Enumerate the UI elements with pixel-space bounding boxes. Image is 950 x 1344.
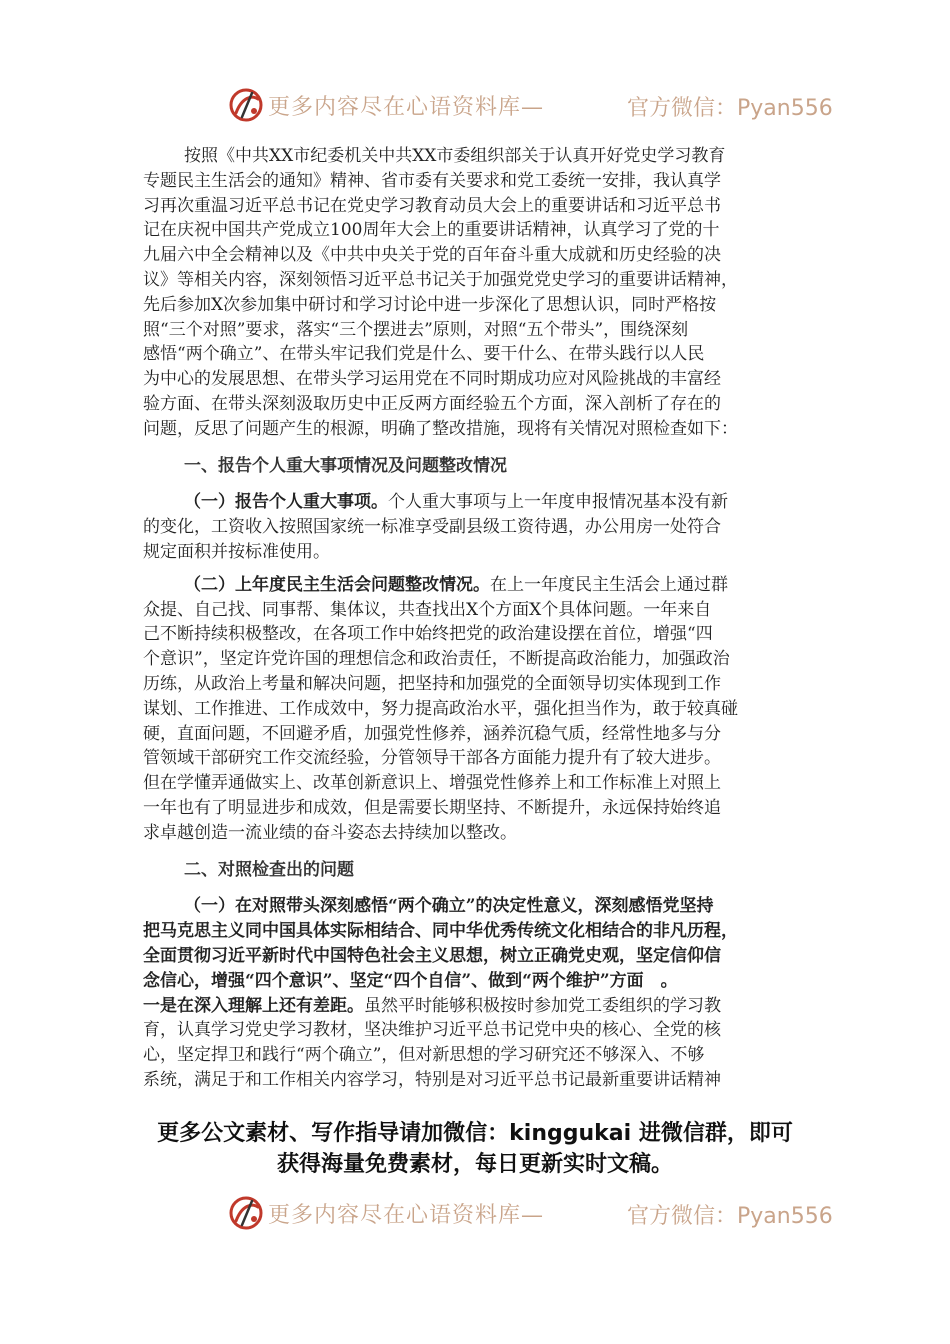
- banner-brand-text: 更多内容尽在心语资料库—: [268, 95, 545, 120]
- paragraph-1: [143, 490, 807, 564]
- text-line: 求卓越创造一流业绩的奋斗姿态去持续加以整改。: [143, 822, 517, 843]
- promo-line-2: 获得海量免费素材，每日更新实时文稿。: [276, 1152, 673, 1177]
- text-line: 九届六中全会精神以及《中共中央关于党的百年奋斗重大成就和历史经验的决: [143, 245, 721, 266]
- text-line: 习再次重温习近平总书记在党史学习教育动员大会上的重要讲话和习近平总书: [143, 195, 721, 216]
- text-line: 历练，从政治上考量和解决问题，把坚持和加强党的全面领导切实体现到工作: [143, 673, 721, 694]
- document-body: [143, 144, 807, 1093]
- paragraph-3: [143, 894, 807, 1092]
- paragraph-2-title: （二）上年度民主生活会问题整改情况。: [184, 574, 490, 595]
- text-line-bold: （一）在对照带头深刻感悟“两个确立”的决定性意义，深刻感悟党坚持: [184, 896, 714, 917]
- banner-wechat-text: 官方微信：Pyan556: [627, 96, 833, 121]
- text-line: 验方面、在带头深刻汲取历史中正反两方面经验五个方面，深入剖析了存在的: [143, 393, 721, 414]
- paragraph-2: [143, 573, 807, 846]
- promo-notice: [0, 1118, 950, 1180]
- logo-icon: [228, 1195, 264, 1231]
- text-line: 虽然平时能够积极按时参加党工委组织的学习教: [364, 995, 721, 1016]
- text-line: 的变化，工资收入按照国家统一标准享受副县级工资待遇，办公用房一处符合: [143, 517, 721, 538]
- text-line: 一年也有了明显进步和成效，但是需要长期坚持、不断提升，永远保持始终追: [143, 797, 721, 818]
- text-line: 在上一年度民主生活会上通过群: [490, 574, 728, 595]
- banner-wechat-text: 官方微信：Pyan556: [627, 1204, 833, 1229]
- banner-brand-text: 更多内容尽在心语资料库—: [268, 1203, 545, 1228]
- header-banner: [0, 84, 950, 128]
- text-line-bold: 把马克思主义同中国具体实际相结合、同中华优秀传统文化相结合的非凡历程，: [143, 921, 738, 942]
- intro-paragraph: [143, 144, 807, 442]
- promo-line-1: 更多公文素材、写作指导请加微信：kinggukai 进微信群，即可: [157, 1121, 793, 1146]
- text-line: 个人重大事项与上一年度申报情况基本没有新: [388, 492, 728, 513]
- section-heading-1: 一、报告个人重大事项情况及问题整改情况: [184, 455, 507, 476]
- footer-banner: [0, 1192, 950, 1236]
- text-line: 照“三个对照”要求，落实“三个摆进去”原则，对照“五个带头”，围绕深刻: [143, 319, 689, 340]
- text-line: 系统，满足于和工作相关内容学习，特别是对习近平总书记最新重要讲话精神: [143, 1069, 721, 1090]
- text-line: 专题民主生活会的通知》精神、省市委有关要求和党工委统一安排，我认真学: [143, 170, 721, 191]
- text-line: 问题，反思了问题产生的根源，明确了整改措施，现将有关情况对照检查如下：: [143, 418, 738, 439]
- text-line: 众提、自己找、同事帮、集体议，共查找出X个方面X个具体问题。一年来自: [143, 599, 712, 620]
- logo-icon: [228, 87, 264, 123]
- text-line: 管领域干部研究工作交流经验，分管领导干部各方面能力提升有了较大进步。: [143, 748, 721, 769]
- text-line: 谋划、工作推进、工作成效中，努力提高政治水平，强化担当作为，敢于较真碰: [143, 698, 738, 719]
- text-line: 但在学懂弄通做实上、改革创新意识上、增强党性修养上和工作标准上对照上: [143, 773, 721, 794]
- text-line: 感悟“两个确立”、在带头牢记我们党是什么、要干什么、在带头践行以人民: [143, 344, 705, 365]
- text-line: 己不断持续积极整改，在各项工作中始终把党的政治建设摆在首位，增强“四: [143, 624, 713, 645]
- text-line: 为中心的发展思想、在带头学习运用党在不同时期成功应对风险挑战的丰富经: [143, 369, 721, 390]
- text-line-bold: 全面贯彻习近平新时代中国特色社会主义思想，树立正确党史观，坚定信仰信: [143, 945, 721, 966]
- subpoint-title: 一是在深入理解上还有差距。: [143, 995, 364, 1016]
- text-line-bold: 念信心，增强“四个意识”、坚定“四个自信”、做到“两个维护”方面 。: [143, 970, 678, 991]
- text-line: 规定面积并按标准使用。: [143, 541, 330, 562]
- text-line: 硬，直面问题，不回避矛盾，加强党性修养，涵养沉稳气质，经常性地多与分: [143, 723, 721, 744]
- text-line: 个意识”，坚定许党许国的理想信念和政治责任，不断提高政治能力，加强政治: [143, 649, 730, 670]
- text-line: 先后参加X次参加集中研讨和学习讨论中进一步深化了思想认识，同时严格按: [143, 294, 717, 315]
- text-line: 记在庆祝中国共产党成立100周年大会上的重要讲话精神，认真学习了党的十: [143, 220, 720, 241]
- section-heading-2: 二、对照检查出的问题: [184, 859, 354, 880]
- paragraph-1-title: （一）报告个人重大事项。: [184, 492, 388, 513]
- text-line: 育，认真学习党史学习教材，坚决维护习近平总书记党中央的核心、全党的核: [143, 1020, 721, 1041]
- text-line: 按照《中共XX市纪委机关中共XX市委组织部关于认真开好党史学习教育: [184, 146, 726, 166]
- text-line: 议》等相关内容，深刻领悟习近平总书记关于加强党党史学习的重要讲话精神，: [143, 269, 738, 290]
- text-line: 心，坚定捍卫和践行“两个确立”，但对新思想的学习研究还不够深入、不够: [143, 1045, 705, 1066]
